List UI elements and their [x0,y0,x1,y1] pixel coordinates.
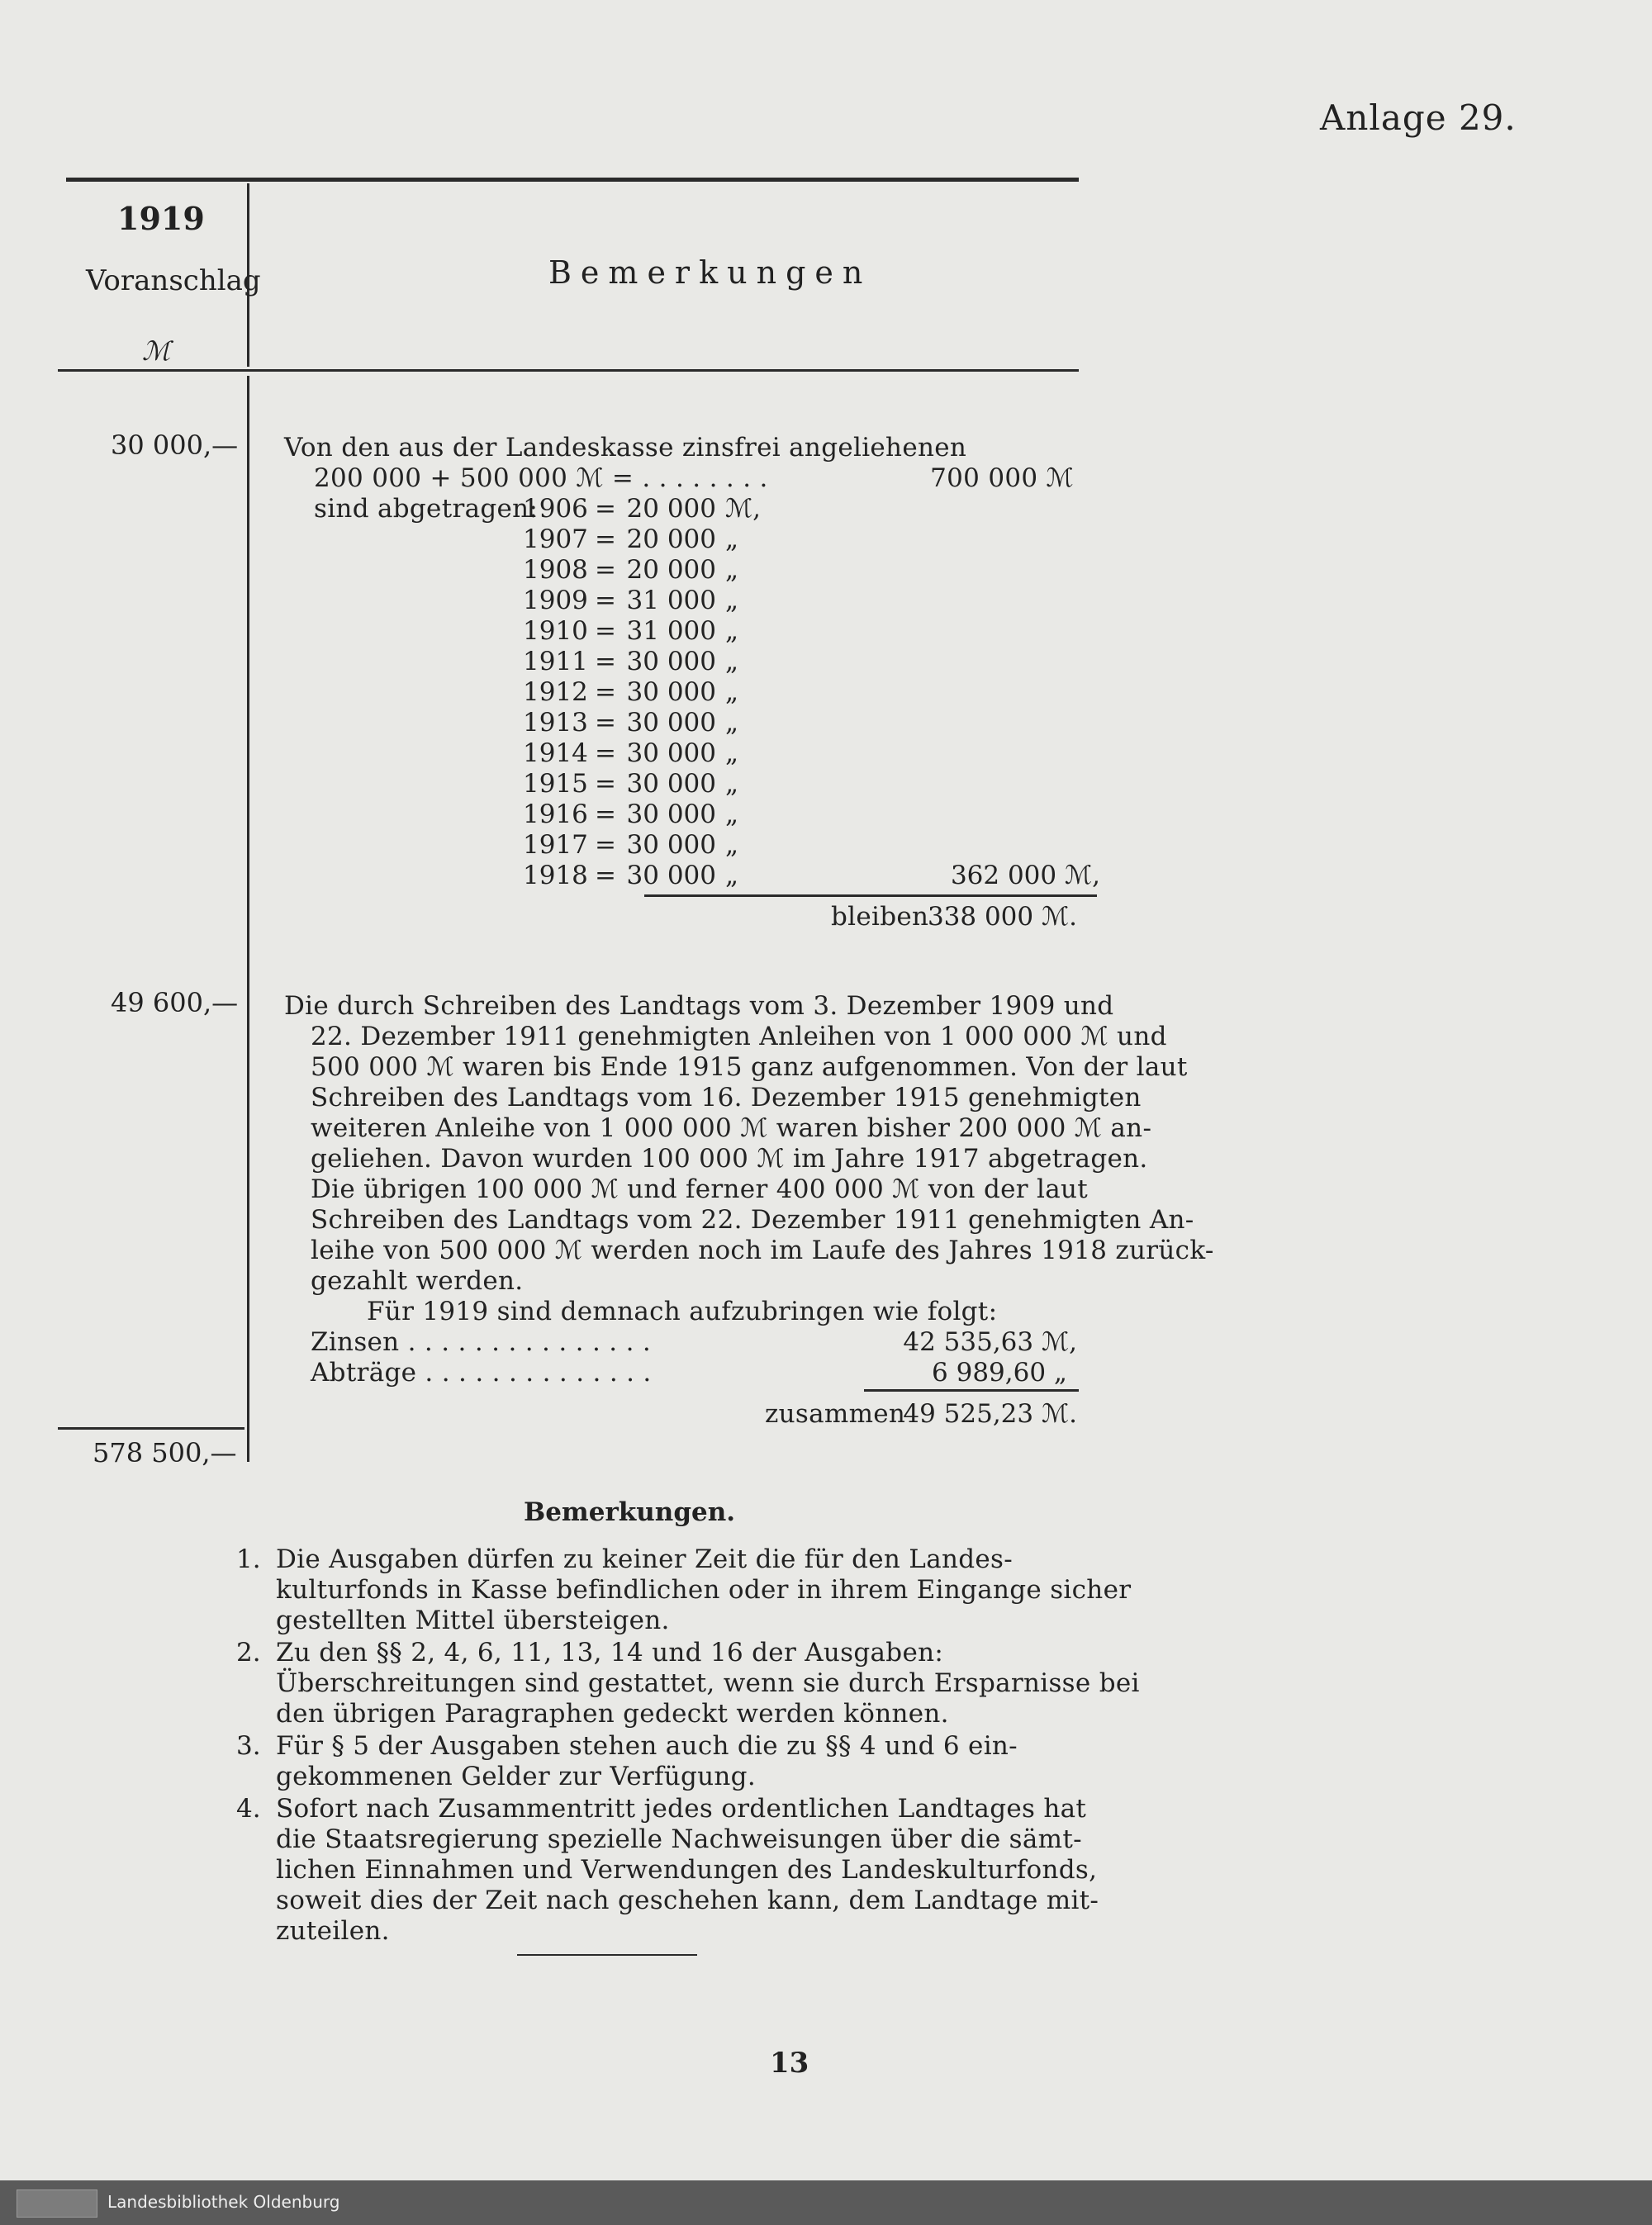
header-bemerkungen: Bemerkungen [548,254,872,291]
schedule-eq: = [595,586,616,615]
entry2-line: Die übrigen 100 000 ℳ und ferner 400 000 ℳ von der laut [311,1174,1089,1204]
remark-line: Zu den §§ 2, 4, 6, 11, 13, 14 und 16 der Ausgaben: [276,1638,944,1668]
schedule-eq: = [595,555,616,585]
schedule-unit: „ [725,738,739,768]
header-year: 1919 [117,200,205,237]
schedule-year: 1917 [523,830,588,860]
entry2-zinsen-value: 42 535,63 ℳ, [903,1327,1077,1357]
entry1-subtotal: 362 000 ℳ, [950,861,1100,890]
remark-line: gekommenen Gelder zur Verfügung. [276,1762,756,1791]
schedule-value: 30 000 [626,677,716,707]
remark-line: Für § 5 der Ausgaben stehen auch die zu §§ 4 und 6 ein- [276,1731,1018,1761]
entry1-line2-left: 200 000 + 500 000 ℳ = . . . . . . . . [314,463,768,493]
schedule-eq: = [595,830,616,860]
schedule-value: 30 000 [626,830,716,860]
page-number: 13 [770,2047,809,2080]
schedule-unit: ℳ, [725,494,762,524]
remark-line: gestellten Mittel übersteigen. [276,1606,670,1635]
schedule-unit: „ [725,830,739,860]
remark-line: Überschreitungen sind gestattet, wenn sie durch Ersparnisse bei [276,1668,1140,1698]
entry1-remain-value: 338 000 ℳ. [927,902,1077,932]
entry2-zinsen-label: Zinsen . . . . . . . . . . . . . . . [311,1327,652,1357]
schedule-year: 1910 [523,616,588,646]
remark-number: 4. [236,1794,261,1824]
entry1-remain-label: bleiben [831,902,929,932]
schedule-eq: = [595,769,616,799]
schedule-year: 1918 [523,861,588,890]
entry2-line: Die durch Schreiben des Landtags vom 3. Dezember 1909 und [284,991,1114,1021]
remark-line: kulturfonds in Kasse befindlichen oder in ihrem Eingange sicher [276,1575,1132,1605]
schedule-value: 30 000 [626,861,716,890]
schedule-unit: „ [725,586,739,615]
library-logo-icon [17,2189,97,2218]
entry2-abtraege-value: 6 989,60 „ [932,1358,1067,1388]
grand-total: 578 500,— [93,1437,237,1468]
schedule-year: 1906 [523,494,588,524]
schedule-eq: = [595,677,616,707]
schedule-year: 1909 [523,586,588,615]
schedule-value: 20 000 [626,555,716,585]
entry2-line: leihe von 500 000 ℳ werden noch im Laufe des Jahres 1918 zurück- [311,1236,1214,1265]
entry1-amount: 30 000,— [111,429,239,461]
schedule-unit: „ [725,524,739,554]
entry2-line: gezahlt werden. [311,1266,524,1296]
schedule-value: 30 000 [626,799,716,829]
schedule-unit: „ [725,677,739,707]
schedule-value: 20 000 [626,494,716,524]
remark-line: lichen Einnahmen und Verwendungen des Landeskulturfonds, [276,1855,1098,1885]
schedule-unit: „ [725,708,739,738]
entry2-amount: 49 600,— [111,987,239,1018]
entry2-total-label: zusammen [765,1399,906,1429]
schedule-eq: = [595,647,616,676]
schedule-value: 30 000 [626,647,716,676]
schedule-unit: „ [725,769,739,799]
schedule-year: 1911 [523,647,588,676]
schedule-year: 1907 [523,524,588,554]
remark-number: 2. [236,1638,261,1668]
schedule-eq: = [595,738,616,768]
entry1-sum-rule [644,894,1097,897]
schedule-value: 31 000 [626,586,716,615]
schedule-eq: = [595,708,616,738]
schedule-unit: „ [725,799,739,829]
remark-line: den übrigen Paragraphen gedeckt werden können. [276,1699,949,1729]
annex-label: Anlage 29. [1320,97,1517,138]
header-bottom-rule [58,369,1079,372]
entry1-intro: sind abgetragen: [314,494,539,524]
entry2-sum-rule [864,1389,1079,1392]
entry2-line: Schreiben des Landtags vom 16. Dezember 1915 genehmigten [311,1083,1142,1112]
remark-number: 3. [236,1731,261,1761]
footer-bar [0,2180,1652,2225]
schedule-value: 30 000 [626,738,716,768]
total-rule [58,1427,244,1430]
schedule-value: 20 000 [626,524,716,554]
schedule-year: 1916 [523,799,588,829]
entry2-line: Schreiben des Landtags vom 22. Dezember 1911 genehmigten An- [311,1205,1194,1235]
entry2-line: weiteren Anleihe von 1 000 000 ℳ waren bisher 200 000 ℳ an- [311,1113,1152,1143]
schedule-year: 1914 [523,738,588,768]
schedule-year: 1913 [523,708,588,738]
remark-line: Sofort nach Zusammentritt jedes ordentlichen Landtages hat [276,1794,1087,1824]
schedule-eq: = [595,494,616,524]
header-voranschlag: Voranschlag [86,264,261,297]
schedule-year: 1915 [523,769,588,799]
entry1-line1: Von den aus der Landeskasse zinsfrei angeliehenen [284,433,967,463]
entry2-total-value: 49 525,23 ℳ. [903,1399,1077,1429]
entry2-followup: Für 1919 sind demnach aufzubringen wie folgt: [367,1297,998,1326]
schedule-unit: „ [725,647,739,676]
remark-line: Die Ausgaben dürfen zu keiner Zeit die für den Landes- [276,1544,1014,1574]
schedule-year: 1908 [523,555,588,585]
remarks-title: Bemerkungen. [524,1497,736,1527]
remark-line: soweit dies der Zeit nach geschehen kann, dem Landtage mit- [276,1886,1099,1915]
remark-number: 1. [236,1544,261,1574]
schedule-year: 1912 [523,677,588,707]
schedule-value: 30 000 [626,708,716,738]
end-rule [517,1954,697,1956]
entry2-line: 500 000 ℳ waren bis Ende 1915 ganz aufgenommen. Von der laut [311,1052,1188,1082]
column-divider-body [247,376,249,1462]
schedule-eq: = [595,616,616,646]
entry2-abtraege-label: Abträge . . . . . . . . . . . . . . [311,1358,652,1388]
entry1-line2-right: 700 000 ℳ [930,463,1074,493]
top-rule [66,178,1079,182]
entry2-line: geliehen. Davon wurden 100 000 ℳ im Jahre 1917 abgetragen. [311,1144,1148,1174]
schedule-unit: „ [725,861,739,890]
schedule-unit: „ [725,555,739,585]
remark-line: die Staatsregierung spezielle Nachweisungen über die sämt- [276,1824,1082,1854]
remark-line: zuteilen. [276,1916,390,1946]
entry2-line: 22. Dezember 1911 genehmigten Anleihen von 1 000 000 ℳ und [311,1022,1167,1051]
footer-text: Landesbibliothek Oldenburg [107,2192,340,2212]
schedule-value: 31 000 [626,616,716,646]
schedule-eq: = [595,861,616,890]
schedule-unit: „ [725,616,739,646]
schedule-eq: = [595,799,616,829]
schedule-value: 30 000 [626,769,716,799]
header-currency-unit: ℳ [142,335,171,367]
schedule-eq: = [595,524,616,554]
